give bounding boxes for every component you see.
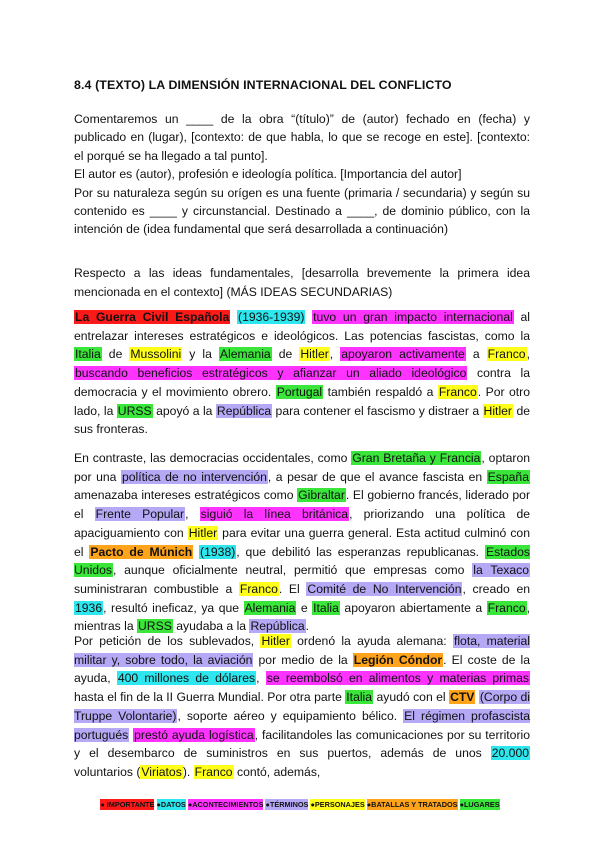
highlight-term: Comité de No Intervención: [307, 581, 462, 596]
highlight-pers: Franco: [487, 347, 526, 362]
text-run: ,: [329, 347, 341, 362]
body-paragraph-3: [74, 632, 530, 782]
highlight-term: (Corpo di Truppe Volontarie): [74, 690, 531, 723]
highlight-acont: siguió la línea británica: [200, 507, 349, 522]
highlight-datos: 20.000: [491, 746, 529, 761]
intro-line: El autor es (autor), profesión e ideología política. [Importancia del autor]: [74, 167, 462, 182]
highlight-acont: se reembolsó en alimentos y materias primas: [266, 671, 529, 686]
highlight-lug: Portugal: [276, 384, 323, 399]
highlight-pers: Franco: [239, 581, 278, 596]
text-run: , creado en: [462, 581, 530, 596]
legend-item-lug: ●LUGARES: [459, 800, 500, 809]
text-run: ordenó la ayuda alemana:: [290, 634, 453, 648]
highlight-term: El régimen profascista portugués: [74, 708, 530, 742]
highlight-pers: Mussolini: [130, 347, 182, 362]
highlight-datos: 400 millones de dólares: [117, 671, 256, 686]
highlight-lug: Franco: [487, 600, 526, 615]
text-run: . El coste de la ayuda,: [74, 652, 530, 686]
text-run: .: [305, 619, 310, 634]
text-run: e: [296, 600, 313, 615]
intro-paragraph: [74, 110, 530, 239]
document-title: 8.4 (TEXTO) LA DIMENSIÓN INTERNACIONAL DEL CONFLICTO: [74, 78, 452, 92]
highlight-datos: (1938): [200, 544, 236, 559]
highlight-pers: Franco: [438, 384, 477, 399]
text-run: [230, 310, 237, 324]
text-run: apoyó a la: [152, 403, 216, 418]
text-run: ,: [526, 347, 530, 362]
highlight-bat: Legión Cóndor: [353, 652, 443, 667]
text-run: , mientras la: [74, 600, 530, 634]
highlight-lug: URSS: [117, 403, 152, 418]
highlight-lug: Gibraltar: [298, 488, 345, 503]
highlight-lug: Alemania: [219, 347, 271, 362]
text-run: contó, además,: [233, 764, 321, 779]
text-run: , aunque oficialmente neutral, permitió que empresas como: [112, 563, 473, 578]
legend-item-pers: ●PERSONAJES: [310, 800, 365, 809]
highlight-pers: Franco: [194, 764, 233, 779]
text-run: . El: [278, 581, 307, 596]
text-run: contra la democracia y el movimiento obrero.: [74, 366, 530, 399]
text-run: también respaldó a: [323, 384, 438, 399]
highlight-lug: URSS: [138, 619, 172, 634]
highlight-lug: Italia: [75, 347, 101, 362]
text-run: , soporte aéreo y equipamiento bélico.: [177, 708, 404, 723]
legend-item-bat: ●BATALLAS Y TRATADOS: [366, 800, 458, 809]
highlight-pers: Hitler: [483, 403, 512, 418]
highlight-acont: apoyaron activamente: [341, 347, 465, 362]
highlight-term: República: [216, 403, 272, 418]
highlight-lug: España: [487, 469, 529, 484]
text-run: En contraste, las democracias occidentales, como: [74, 451, 352, 465]
text-run: ,: [185, 507, 200, 522]
text-run: ayudó con el: [373, 690, 450, 705]
legend-item-acont: ●ACONTECIMIENTOS: [187, 800, 264, 809]
highlight-term: política de no intervención: [121, 469, 267, 484]
highlight-pers: Hitler: [300, 347, 329, 362]
highlight-bat: Pacto de Múnich: [90, 544, 193, 559]
highlight-term: República: [250, 619, 305, 634]
text-run: para contener el fascismo y distraer a: [272, 403, 483, 418]
text-run: y la: [182, 347, 219, 362]
highlight-lug: Italia: [346, 690, 373, 705]
highlight-bat: CTV: [450, 690, 475, 705]
text-run: de: [271, 347, 300, 362]
highlight-datos: (1936-1939): [238, 310, 305, 324]
body-paragraph-1: [74, 308, 530, 439]
highlight-pers: Viriatos: [141, 764, 182, 779]
highlight-term: Frente Popular: [95, 507, 185, 522]
text-run: de: [101, 347, 130, 362]
text-run: , resultó ineficaz, ya que: [103, 600, 244, 615]
text-run: voluntarios (: [74, 764, 141, 779]
text-run: , que debilitó las esperanzas republicanas.: [236, 544, 485, 559]
color-legend: [0, 800, 600, 809]
text-run: , a pesar de que el avance fascista en: [267, 469, 487, 484]
ideas-paragraph: Respecto a las ideas fundamentales, [desarrolla brevemente la primera idea mencionada en el contexto] (MÁS IDEAS SECUNDARIAS): [74, 266, 530, 299]
highlight-acont: prestó ayuda logística: [134, 727, 254, 742]
text-run: apoyaron abiertamente a: [339, 600, 487, 615]
body-paragraph-2: [74, 449, 530, 636]
highlight-acont: tuvo un gran impacto internacional: [313, 310, 513, 324]
text-run: . Por otro lado, la: [74, 384, 530, 418]
highlight-importante: La Guerra Civil Española: [75, 310, 230, 324]
text-run: hasta el fin de la II Guerra Mundial. Por otra parte: [74, 690, 346, 705]
text-run: ).: [182, 764, 194, 779]
intro-line: Por su naturaleza según su orígen es una fuente (primaria / secundaria) y según su contenido es ____ y circunstancial. Destinado a ____, de dominio público, con la intención de (idea fundamental que será desarrollada a continuación): [74, 185, 530, 237]
text-run: de sus fronteras.: [74, 403, 530, 437]
text-run: para evitar una guerra general. Esta actitud culminó con el: [74, 525, 530, 559]
highlight-lug: Italia: [313, 600, 339, 615]
highlight-lug: Gran Bretaña y Francia: [352, 451, 481, 465]
legend-item-term: ●TÉRMINOS: [265, 800, 309, 809]
text-run: suministraran combustible a: [74, 581, 239, 596]
highlight-term: flota, material militar y, sobre todo, la aviación: [74, 634, 530, 667]
highlight-lug: Estados Unidos: [74, 544, 530, 578]
legend-item-importante: ● IMPORTANTE: [100, 800, 155, 809]
text-run: ,: [256, 671, 266, 686]
highlight-pers: Hitler: [188, 525, 218, 540]
text-run: , priorizando una política de apaciguamiento con: [74, 507, 530, 540]
text-run: , optaron por una: [74, 451, 530, 484]
text-run: ayudaba a la: [172, 619, 250, 634]
text-run: por medio de la: [253, 652, 353, 667]
text-run: al entrelazar intereses estratégicos e ideológicos. Las potencias fascistas, como la: [74, 310, 531, 343]
text-run: amenazaba intereses estratégicos como: [74, 488, 298, 503]
highlight-term: la Texaco: [473, 563, 530, 578]
text-run: a: [465, 347, 487, 362]
text-run: . El gobierno francés, liderado por el: [74, 488, 530, 522]
highlight-pers: Hitler: [261, 634, 290, 648]
highlight-lug: Alemania: [244, 600, 296, 615]
text-run: Por petición de los sublevados,: [74, 634, 261, 648]
intro-line: Comentaremos un ____ de la obra “(título)” de (autor) fechado en (fecha) y publicado en (lugar), [contexto: de que habla, lo que se recoge en este]. [contexto: el porqué se ha llegado a tal punto].: [74, 112, 530, 163]
text-run: , facilitandoles las comunicaciones por su territorio y el desembarco de suministros en sus puertos, además de unos: [74, 727, 530, 761]
highlight-acont: buscando beneficios estratégicos y afianzar un aliado ideológico: [75, 366, 467, 381]
legend-item-datos: ●DATOS: [156, 800, 186, 809]
highlight-datos: 1936: [75, 600, 103, 615]
